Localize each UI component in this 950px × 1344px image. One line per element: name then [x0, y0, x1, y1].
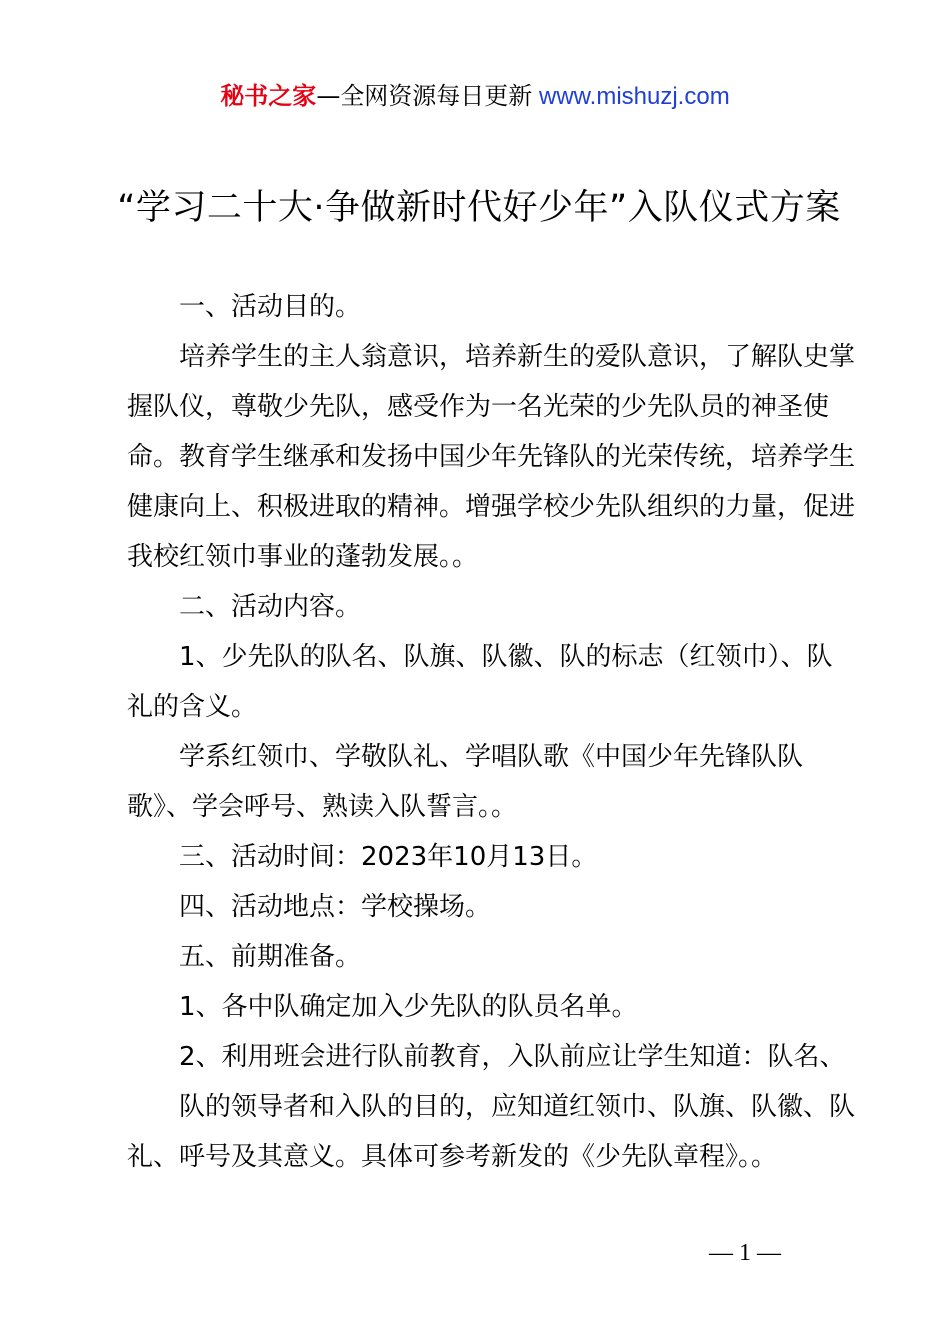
- paragraph-content-item-2: 学系红领巾、学敬队礼、学唱队歌《中国少年先锋队队歌》、学会呼号、熟读入队誓言。。: [127, 742, 804, 822]
- paragraph-preparation-item-1: 1、各中队确定加入少先队的队员名单。: [179, 992, 638, 1022]
- section-heading-preparation: 五、前期准备。: [179, 942, 362, 972]
- site-url-link[interactable]: www.mishuzj.com: [532, 83, 730, 110]
- paragraph-preparation-item-2-cont: 队的领导者和入队的目的，应知道红领巾、队旗、队徽、队礼、呼号及其意义。具体可参考新发的《少先队章程》。。: [127, 1092, 856, 1172]
- section-heading-location: 四、活动地点：学校操场。: [179, 892, 492, 922]
- paragraph-preparation-item-2: 2、利用班会进行队前教育，入队前应让学生知道：队名、: [179, 1042, 846, 1072]
- site-tagline: —全网资源每日更新: [316, 82, 533, 110]
- section-heading-time: 三、活动时间：2023年10月13日。: [179, 842, 598, 872]
- site-header: [0, 80, 950, 113]
- section-heading-purpose: 一、活动目的。: [179, 292, 362, 322]
- section-heading-content: 二、活动内容。: [179, 592, 362, 622]
- document-body: [127, 282, 857, 1182]
- document-title: “学习二十大·争做新时代好少年”入队仪式方案: [117, 188, 841, 228]
- paragraph-purpose: 培养学生的主人翁意识，培养新生的爱队意识，了解队史掌握队仪，尊敬少先队，感受作为一名光荣的少先队员的神圣使命。教育学生继承和发扬中国少年先锋队的光荣传统，培养学生健康向上、积极进取的精神。增强学校少先队组织的力量，促进我校红领巾事业的蓬勃发展。。: [127, 342, 856, 572]
- site-brand: 秘书之家: [220, 82, 317, 110]
- paragraph-content-item-1: 1、少先队的队名、队旗、队徽、队的标志（红领巾）、队礼的含义。: [127, 642, 833, 722]
- page-number: — 1 —: [709, 1240, 781, 1266]
